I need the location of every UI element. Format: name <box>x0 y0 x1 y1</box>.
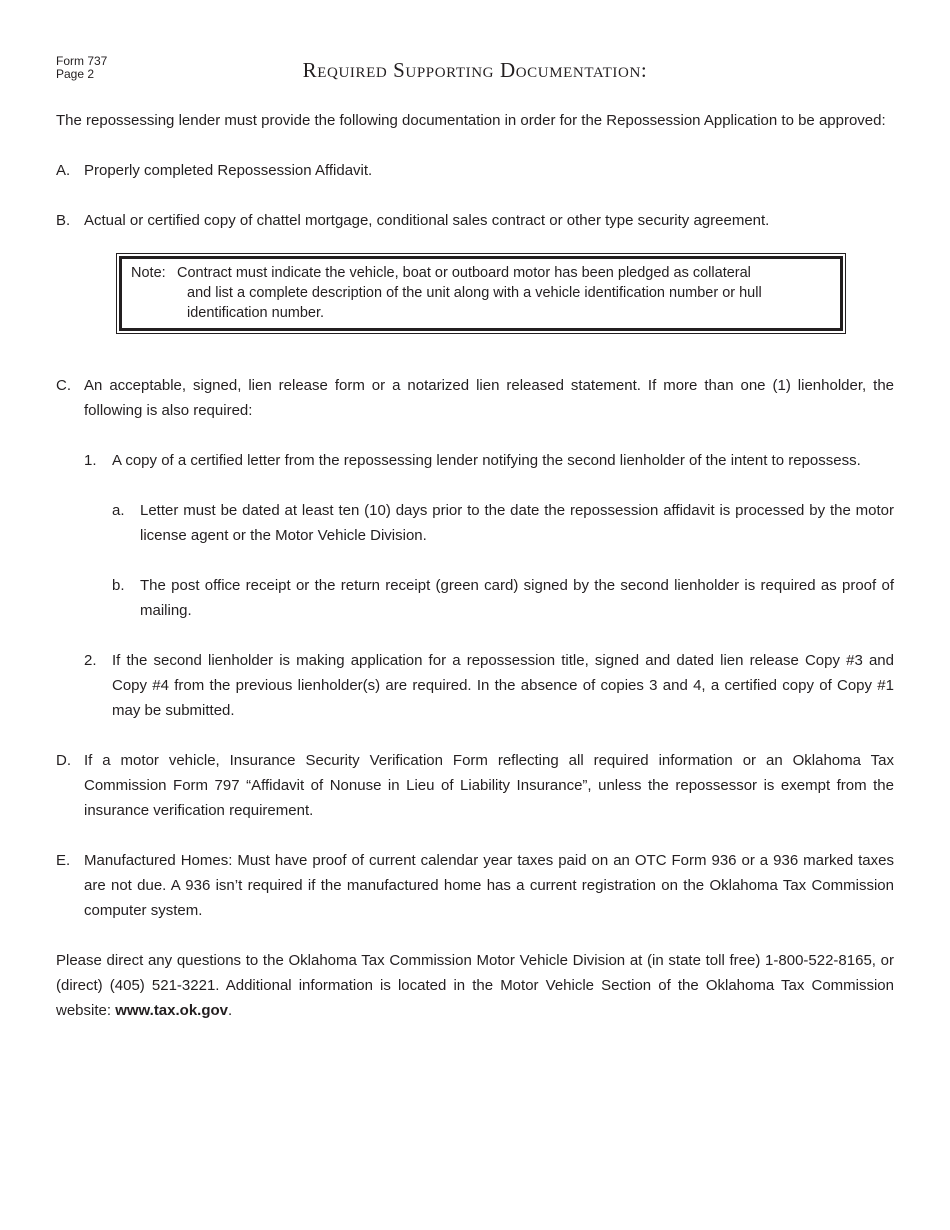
item-d <box>56 748 894 823</box>
item-e <box>56 848 894 923</box>
item-e-marker: E. <box>56 852 71 869</box>
item-a <box>56 158 894 183</box>
item-c-1-a-text: Letter must be dated at least ten (10) days prior to the date the repossession affidavit is processed by the motor license agent or the Motor Vehicle Division. <box>140 502 894 544</box>
contact-paragraph <box>56 948 894 1023</box>
item-c-2-text: If the second lienholder is making application for a repossession title, signed and dated lien release Copy #3 and Copy #4 from the previous lienholder(s) are required. In the absence of copies 3 and 4, a certified copy of Copy #1 may be submitted. <box>112 652 894 719</box>
intro-paragraph: The repossessing lender must provide the following documentation in order for the Repossession Application to be approved: <box>56 112 886 129</box>
note-first-line <box>131 263 830 283</box>
document-body <box>56 108 894 1048</box>
item-c-2 <box>84 648 894 723</box>
item-c-1-a <box>112 498 894 548</box>
item-c-2-marker: 2. <box>84 652 97 669</box>
item-c <box>56 373 894 423</box>
page-title: Required Supporting Documentation: <box>302 58 648 82</box>
note-box <box>116 253 846 334</box>
item-c-1-a-marker: a. <box>112 502 125 519</box>
note-continuation: and list a complete description of the unit along with a vehicle identification number or hull identification number. <box>187 285 762 321</box>
item-c-text: An acceptable, signed, lien release form or a notarized lien released statement. If more than one (1) lienholder, the following is also required: <box>84 377 894 419</box>
item-e-text: Manufactured Homes: Must have proof of current calendar year taxes paid on an OTC Form 936 or a 936 marked taxes are not due. A 936 isn’t required if the manufactured home has a current registration on the Oklahoma Tax Commission computer system. <box>84 852 894 919</box>
item-b-text: Actual or certified copy of chattel mortgage, conditional sales contract or other type security agreement. <box>84 212 770 229</box>
contact-end: . <box>228 1002 233 1019</box>
item-c-1 <box>84 448 894 473</box>
note-label: Note: <box>131 265 166 281</box>
item-a-text: Properly completed Repossession Affidavit. <box>84 162 373 179</box>
form-number: Form 737 <box>56 54 108 68</box>
item-c-1-marker: 1. <box>84 452 97 469</box>
item-b <box>56 208 894 233</box>
item-d-text: If a motor vehicle, Insurance Security Verification Form reflecting all required information or an Oklahoma Tax Commission Form 797 “Affidavit of Nonuse in Lieu of Liability Insurance”, unless the repossessor is exempt from the insurance verification requirement. <box>84 752 894 819</box>
contact-text: Please direct any questions to the Oklahoma Tax Commission Motor Vehicle Division at (in state toll free) 1-800-522-8165, or (direct) (405) 521-3221. Additional information is located in the Motor Vehicle Section of the Oklahoma Tax Commission website: <box>56 952 894 1019</box>
item-a-marker: A. <box>56 162 71 179</box>
item-c-marker: C. <box>56 377 71 394</box>
item-b-marker: B. <box>56 212 71 229</box>
item-d-marker: D. <box>56 752 71 769</box>
item-c-1-b-text: The post office receipt or the return receipt (green card) signed by the second lienholder is required as proof of mailing. <box>140 577 894 619</box>
note-box-inner <box>119 256 843 331</box>
website-link[interactable]: www.tax.ok.gov <box>115 1002 229 1019</box>
item-c-1-b-marker: b. <box>112 577 125 594</box>
item-c-1-b <box>112 573 894 623</box>
page-number: Page 2 <box>56 67 95 81</box>
item-c-1-text: A copy of a certified letter from the repossessing lender notifying the second lienholder of the intent to repossess. <box>112 452 861 469</box>
note-line-1: Contract must indicate the vehicle, boat or outboard motor has been pledged as collateral <box>177 265 751 281</box>
